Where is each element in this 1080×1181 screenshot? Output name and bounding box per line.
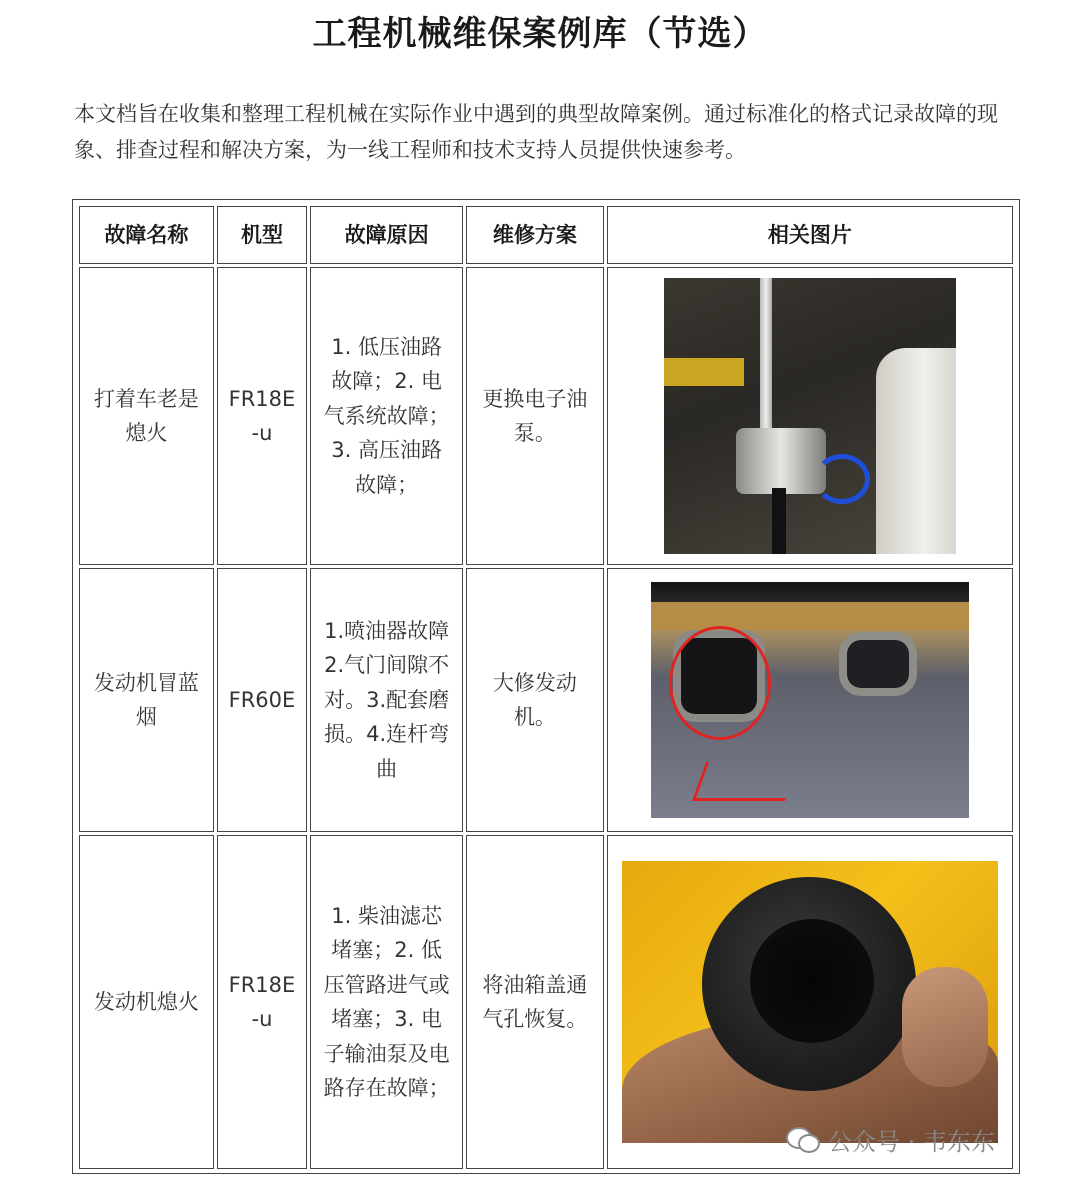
rubber-cap-photo [622,861,998,1143]
watermark [786,1122,995,1156]
intro-paragraph: 本文档旨在收集和整理工程机械在实际作业中遇到的典型故障案例。通过标准化的格式记录故障的现象、排查过程和解决方案，为一线工程师和技术支持人员提供快速参考。 [74,102,998,162]
cell-fix: 更换电子油泵。 [466,267,604,565]
cell-cause: 1. 低压油路故障；2. 电气系统故障；3. 高压油路故障； [310,267,463,565]
cell-cause: 1.喷油器故障2.气门间隙不对。3.配套磨损。4.连杆弯曲 [310,568,463,832]
header-cause: 故障原因 [310,206,463,264]
cell-fix: 将油箱盖通气孔恢复。 [466,835,604,1169]
table-header-row [79,206,1013,264]
fuel-filter-photo [664,278,956,554]
cell-fix: 大修发动机。 [466,568,604,832]
cell-image [607,835,1013,1169]
table-row [79,835,1013,1169]
cell-fault-name: 发动机熄火 [79,835,214,1169]
cell-fault-name: 发动机冒蓝烟 [79,568,214,832]
header-model: 机型 [217,206,307,264]
cell-fault-name: 打着车老是熄火 [79,267,214,565]
watermark-text: 公众号 · 韦东东 [828,1127,995,1156]
header-fix: 维修方案 [466,206,604,264]
cell-model: FR60E [217,568,307,832]
cell-cause: 1. 柴油滤芯堵塞；2. 低压管路进气或堵塞；3. 电子输油泵及电路存在故障； [310,835,463,1169]
header-image: 相关图片 [607,206,1013,264]
case-table-frame [72,199,1020,1174]
table-row [79,568,1013,832]
wechat-icon [786,1125,820,1153]
cell-image [607,267,1013,565]
cell-image [607,568,1013,832]
table-row [79,267,1013,565]
cell-model: FR18E-u [217,835,307,1169]
cell-model: FR18E-u [217,267,307,565]
case-table [76,203,1016,1172]
page-title: 工程机械维保案例库（节选） [312,14,768,54]
engine-ports-photo [651,582,969,818]
header-fault-name: 故障名称 [79,206,214,264]
